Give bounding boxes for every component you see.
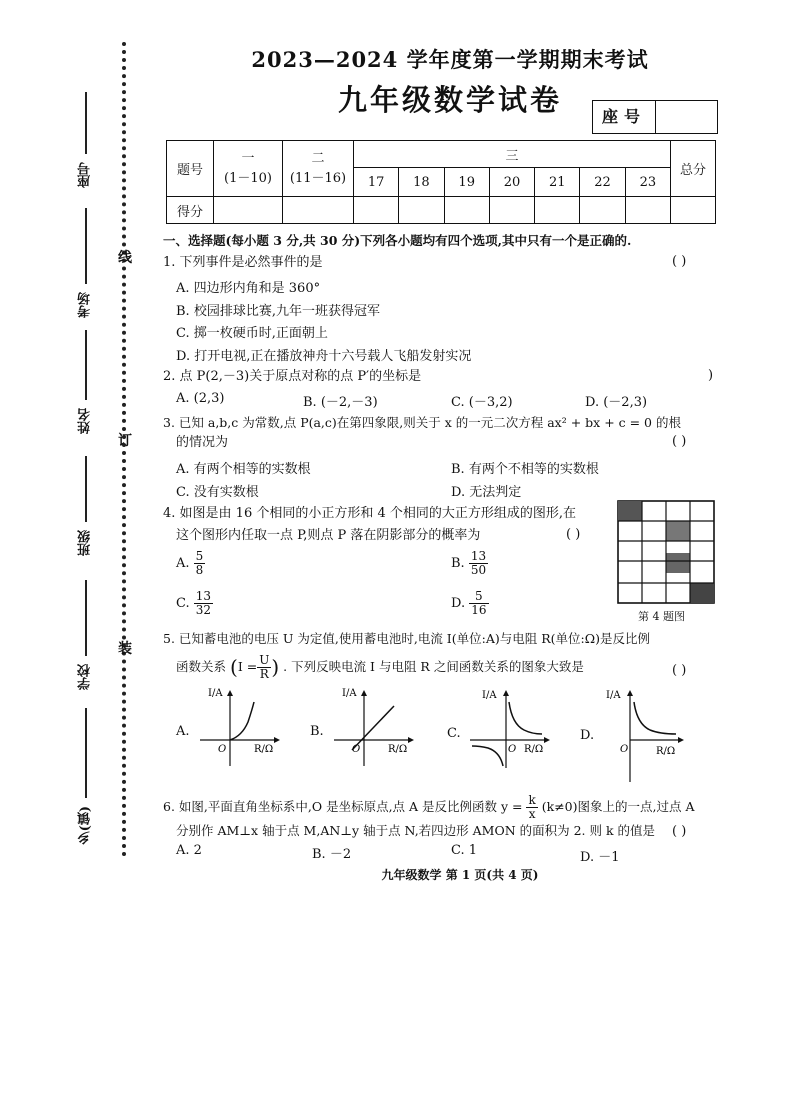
score-cell-group1[interactable] <box>214 197 283 224</box>
q4-grid-figure <box>617 500 715 604</box>
graph-b-x-label: R/Ω <box>388 744 408 755</box>
q3-stem-line1: 3. 已知 a,b,c 为常数,点 P(a,c)在第四象限,则关于 x 的一元二次方程 ax² + bx + c = 0 的根 <box>163 415 681 430</box>
q6-fraction-denominator: x <box>528 807 536 821</box>
q6-fraction-numerator: k <box>528 793 536 807</box>
q3-answer-paren[interactable]: ( ) <box>672 434 687 449</box>
q4-stem-line1: 4. 如图是由 16 个相同的小正方形和 4 个相同的大正方形组成的图形,在 <box>163 506 577 521</box>
q5-formula-denominator: R <box>259 667 269 681</box>
seat-number-label: 座号 <box>593 101 656 133</box>
q4-option-c-fraction <box>194 590 213 617</box>
q6-stem-line2: 分别作 AM⊥x 轴于点 M,AN⊥y 轴于点 N,若四边形 AMON 的面积为 2. 则 k 的值是 <box>176 823 656 838</box>
q2-option-c: C. (－3,2) <box>451 395 513 410</box>
name-fill-line[interactable] <box>85 330 87 400</box>
q6-stem-suffix: (k≠0)图象上的一点,过点 A <box>541 799 695 814</box>
q4-option-a-prefix: A. <box>176 556 190 571</box>
sidebar-school-label: 学校 <box>78 664 93 690</box>
q22-header: 22 <box>580 168 625 197</box>
q2-stem: 2. 点 P(2,－3)关于原点对称的点 P′的坐标是 <box>163 369 422 384</box>
q4-stem-line2: 这个图形内任取一点 P,则点 P 落在阴影部分的概率为 <box>176 528 481 543</box>
score-cell-q21[interactable] <box>535 197 580 224</box>
q5-formula-fraction <box>257 654 271 681</box>
q5-graph-d <box>600 686 690 786</box>
q6-option-d: D. －1 <box>580 850 620 865</box>
group1-title: 一 <box>241 150 255 166</box>
q4-option-b-prefix: B. <box>451 556 465 571</box>
graph-c-x-label: R/Ω <box>524 744 544 755</box>
q4-a-denominator: 8 <box>195 563 204 577</box>
binding-char-line: 线 <box>118 250 132 266</box>
graph-a-x-label: R/Ω <box>254 744 274 755</box>
q4-option-b-fraction <box>469 550 488 577</box>
q3-option-b: B. 有两个不相等的实数根 <box>451 462 599 477</box>
q6-option-c: C. 1 <box>451 843 478 858</box>
q4-option-d-fraction <box>469 590 488 617</box>
q4-answer-paren[interactable]: ( ) <box>566 527 581 542</box>
q23-header: 23 <box>625 168 670 197</box>
q17-header: 17 <box>354 168 399 197</box>
q2-option-a: A. (2,3) <box>176 391 225 406</box>
q1-option-c: C. 掷一枚硬币时,正面朝上 <box>176 326 328 341</box>
q4-option-c <box>176 590 213 617</box>
q4-option-b <box>451 550 488 577</box>
sidebar-town-label: 乡(镇) <box>78 806 93 845</box>
q6-answer-paren[interactable]: ( ) <box>672 824 687 839</box>
q4-b-numerator: 13 <box>470 549 487 563</box>
graph-a-origin: O <box>218 744 227 755</box>
q4-d-denominator: 16 <box>471 603 487 617</box>
q5-stem-line1: 5. 已知蓄电池的电压 U 为定值,使用蓄电池时,电流 I(单位:A)与电阻 R(单位:Ω)是反比例 <box>163 631 650 646</box>
sidebar-name-label: 姓名 <box>78 408 93 434</box>
q4-c-numerator: 13 <box>195 589 212 603</box>
score-cell-q22[interactable] <box>580 197 625 224</box>
q5-graph-b <box>330 686 420 768</box>
q5-graph-a <box>196 686 286 768</box>
seat-number-box <box>592 100 718 134</box>
group3-header: 三 <box>354 141 671 168</box>
q2-answer-paren[interactable]: ) <box>708 368 714 383</box>
group2-title: 二 <box>311 150 325 166</box>
q18-header: 18 <box>399 168 444 197</box>
q3-option-a: A. 有两个相等的实数根 <box>176 462 311 477</box>
q4-option-d-prefix: D. <box>451 596 466 611</box>
graph-c-y-label: I/A <box>482 690 497 701</box>
q5-graph-d-label: D. <box>580 728 595 743</box>
q5-stem-line2: 函数关系 (I = $\frac{U}{R}$ ) . 下列反映电流 I 与电阻 R 之间函数关系的图象大致是 <box>176 653 584 681</box>
group1-range: (1－10) <box>224 170 272 186</box>
q1-option-b: B. 校园排球比赛,九年一班获得冠军 <box>176 304 380 319</box>
group2-header <box>283 141 354 197</box>
q1-option-a: A. 四边形内角和是 360° <box>176 281 321 296</box>
score-cell-q19[interactable] <box>444 197 489 224</box>
graph-a-y-label: I/A <box>208 688 223 699</box>
q5-formula-lhs: I = <box>237 659 258 674</box>
q3-option-d: D. 无法判定 <box>451 485 522 500</box>
q5-answer-paren[interactable]: ( ) <box>672 663 687 678</box>
sidebar-exam-room-label: 考场 <box>78 292 93 318</box>
q6-option-b: B. －2 <box>312 847 352 862</box>
q6-stem-line1 <box>163 794 694 821</box>
q4-d-numerator: 5 <box>469 590 488 604</box>
q1-option-d: D. 打开电视,正在播放神舟十六号载人飞船发射实况 <box>176 349 472 364</box>
q5-formula-numerator: U <box>259 653 270 667</box>
score-cell-q18[interactable] <box>399 197 444 224</box>
score-cell-group2[interactable] <box>283 197 354 224</box>
q5-stem-prefix: 函数关系 <box>176 659 227 674</box>
binding-char-bind: 装 <box>118 641 132 657</box>
q4-option-d <box>451 590 489 617</box>
graph-d-y-label: I/A <box>606 690 621 701</box>
score-cell-total[interactable] <box>671 197 716 224</box>
graph-c-origin: O <box>508 744 517 755</box>
exam-paper-title: 九年级数学试卷 <box>337 83 562 117</box>
q4-b-denominator: 50 <box>470 563 487 577</box>
score-table <box>166 140 716 224</box>
question-number-header: 题号 <box>167 141 214 197</box>
q4-option-a-fraction <box>194 550 206 577</box>
score-cell-q17[interactable] <box>354 197 399 224</box>
q5-graph-c-label: C. <box>447 726 461 741</box>
q3-stem-line2: 的情况为 <box>176 435 229 450</box>
sidebar-seat-label: 座号 <box>78 162 93 188</box>
seat-number-field[interactable] <box>656 101 717 133</box>
q19-header: 19 <box>444 168 489 197</box>
q4-option-a <box>176 550 205 577</box>
group1-header <box>214 141 283 197</box>
graph-d-x-label: R/Ω <box>656 746 676 757</box>
q5-graph-c <box>466 686 556 770</box>
graph-b-origin: O <box>352 744 361 755</box>
section1-heading: 一、选择题(每小题 3 分,共 30 分)下列各小题均有四个选项,其中只有一个是正确的. <box>163 233 632 248</box>
exam-room-fill-line[interactable] <box>85 208 87 284</box>
group2-range: (11－16) <box>289 170 347 186</box>
q2-option-d: D. (－2,3) <box>585 395 648 410</box>
q4-figure-caption: 第 4 题图 <box>638 610 685 623</box>
score-cell-q23[interactable] <box>625 197 670 224</box>
q6-option-a: A. 2 <box>176 843 202 858</box>
q20-header: 20 <box>489 168 534 197</box>
q1-stem: 1. 下列事件是必然事件的是 <box>163 255 323 270</box>
graph-d-origin: O <box>620 744 629 755</box>
graph-b-y-label: I/A <box>342 688 357 699</box>
q4-a-numerator: 5 <box>195 549 204 563</box>
seat-fill-line[interactable] <box>85 92 87 154</box>
page-footer: 九年级数学 第 1 页(共 4 页) <box>381 868 539 882</box>
q4-c-denominator: 32 <box>195 603 212 617</box>
q2-option-b: B. (－2,－3) <box>303 395 378 410</box>
q5-graph-b-label: B. <box>310 724 324 739</box>
q21-header: 21 <box>535 168 580 197</box>
q4-option-c-prefix: C. <box>176 596 190 611</box>
q5-stem-suffix: . 下列反映电流 I 与电阻 R 之间函数关系的图象大致是 <box>283 659 584 674</box>
q5-graph-a-label: A. <box>176 724 190 739</box>
exam-term-title: 2023—2024 学年度第一学期期末考试 <box>251 47 649 72</box>
score-cell-q20[interactable] <box>489 197 534 224</box>
total-score-header: 总分 <box>671 141 716 197</box>
q1-answer-paren[interactable]: ( ) <box>672 254 687 269</box>
score-row-label: 得分 <box>167 197 214 224</box>
q6-function-fraction <box>526 794 537 821</box>
q6-stem-prefix: 6. 如图,平面直角坐标系中,O 是坐标原点,点 A 是反比例函数 y = <box>163 799 523 814</box>
q3-option-c: C. 没有实数根 <box>176 485 259 500</box>
sidebar-class-label: 班级 <box>78 530 93 556</box>
school-fill-line[interactable] <box>85 580 87 656</box>
class-fill-line[interactable] <box>85 456 87 522</box>
town-fill-line[interactable] <box>85 708 87 798</box>
binding-char-fix: 订 <box>118 433 132 449</box>
